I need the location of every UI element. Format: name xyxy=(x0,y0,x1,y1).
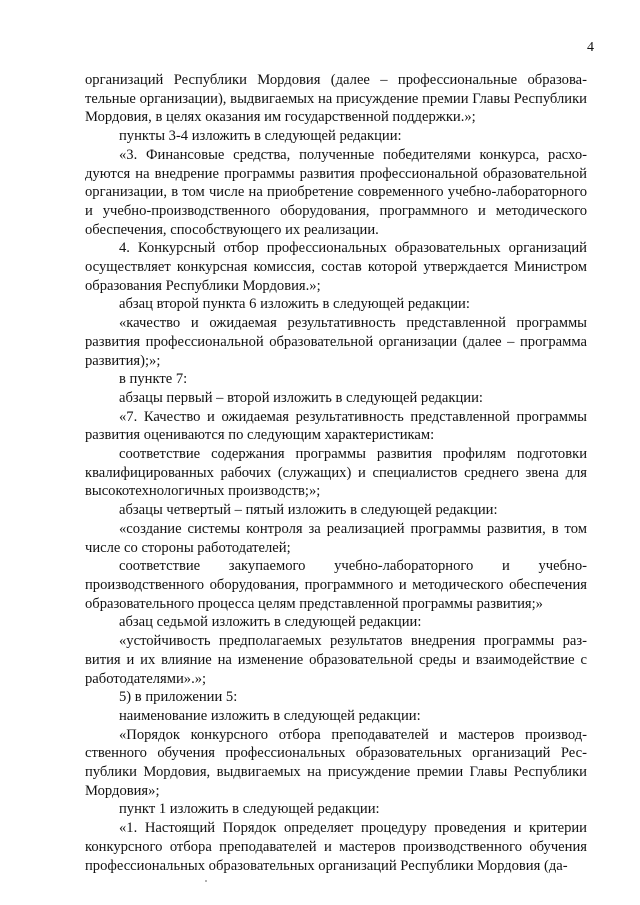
paragraph: «3. Финансовые средства, полученные победителями конкурса, расходуются на внедрение программы развития профессиональной образовательной организации, в том числе на приобретение современного учебно-лабораторного и учебно-производственного оборудования, программного и методического обеспечения, способствующего их реализации. xyxy=(85,146,587,238)
paragraph: абзац второй пункта 6 изложить в следующей редакции: xyxy=(119,296,470,313)
paragraph: соответствие закупаемого учебно-лабораторного и учебно-производственного оборудования, программного и методического обеспечения образовательного процесса целям представленной программы развития;» xyxy=(85,558,587,612)
paragraph: пункты 3-4 изложить в следующей редакции: xyxy=(119,128,402,145)
paragraph: организаций Республики Мордовия (далее – профессиональные образовательные организации), выдвигаемых на присуждение премии Главы Республики Мордовия, в целях оказания им государственной поддержки.»; xyxy=(85,72,587,126)
paragraph: абзацы четвертый – пятый изложить в следующей редакции: xyxy=(119,502,498,519)
paragraph: в пункте 7: xyxy=(119,371,188,388)
paragraph: «создание системы контроля за реализацией программы развития, в том числе со стороны работодателей; xyxy=(85,520,587,556)
paragraph: наименование изложить в следующей редакции: xyxy=(119,707,421,724)
paragraph: абзацы первый – второй изложить в следующей редакции: xyxy=(119,389,483,406)
paragraph: «Порядок конкурсного отбора преподавателей и мастеров производственного обучения профессиональных образовательных организаций Республики Мордовия, выдвигаемых на присуждение премии Главы Республики Мордовия»; xyxy=(85,726,587,799)
document-body xyxy=(85,71,587,875)
paragraph: «7. Качество и ожидаемая результативность представленной программы развития оцениваются по следующим характеристикам: xyxy=(85,408,587,444)
paragraph: абзац седьмой изложить в следующей редакции: xyxy=(119,614,422,631)
paragraph: 5) в приложении 5: xyxy=(119,689,238,706)
paragraph: «1. Настоящий Порядок определяет процедуру проведения и критерии конкурсного отбора преподавателей и мастеров производственного обучения профессиональных образовательных организаций Республики Мордовия (да- xyxy=(85,820,587,874)
paragraph: соответствие содержания программы развития профилям подготовки квалифицированных рабочих (служащих) и специалистов среднего звена для высокотехнологичных производств;»; xyxy=(85,446,587,500)
scan-speck xyxy=(205,880,207,882)
paragraph: «качество и ожидаемая результативность представленной программы развития профессиональной образовательной организации (далее – программа развития);»; xyxy=(85,315,587,369)
paragraph: «устойчивость предполагаемых результатов внедрения программы развития и их влияние на изменение образовательной среды и взаимодействие с работодателями».»; xyxy=(85,633,587,687)
paragraph: пункт 1 изложить в следующей редакции: xyxy=(119,801,380,818)
page-number: 4 xyxy=(587,40,594,55)
paragraph: 4. Конкурсный отбор профессиональных образовательных организаций осуществляет конкурсная комиссия, состав которой утверждается Министром образования Республики Мордовия.»; xyxy=(85,240,587,294)
